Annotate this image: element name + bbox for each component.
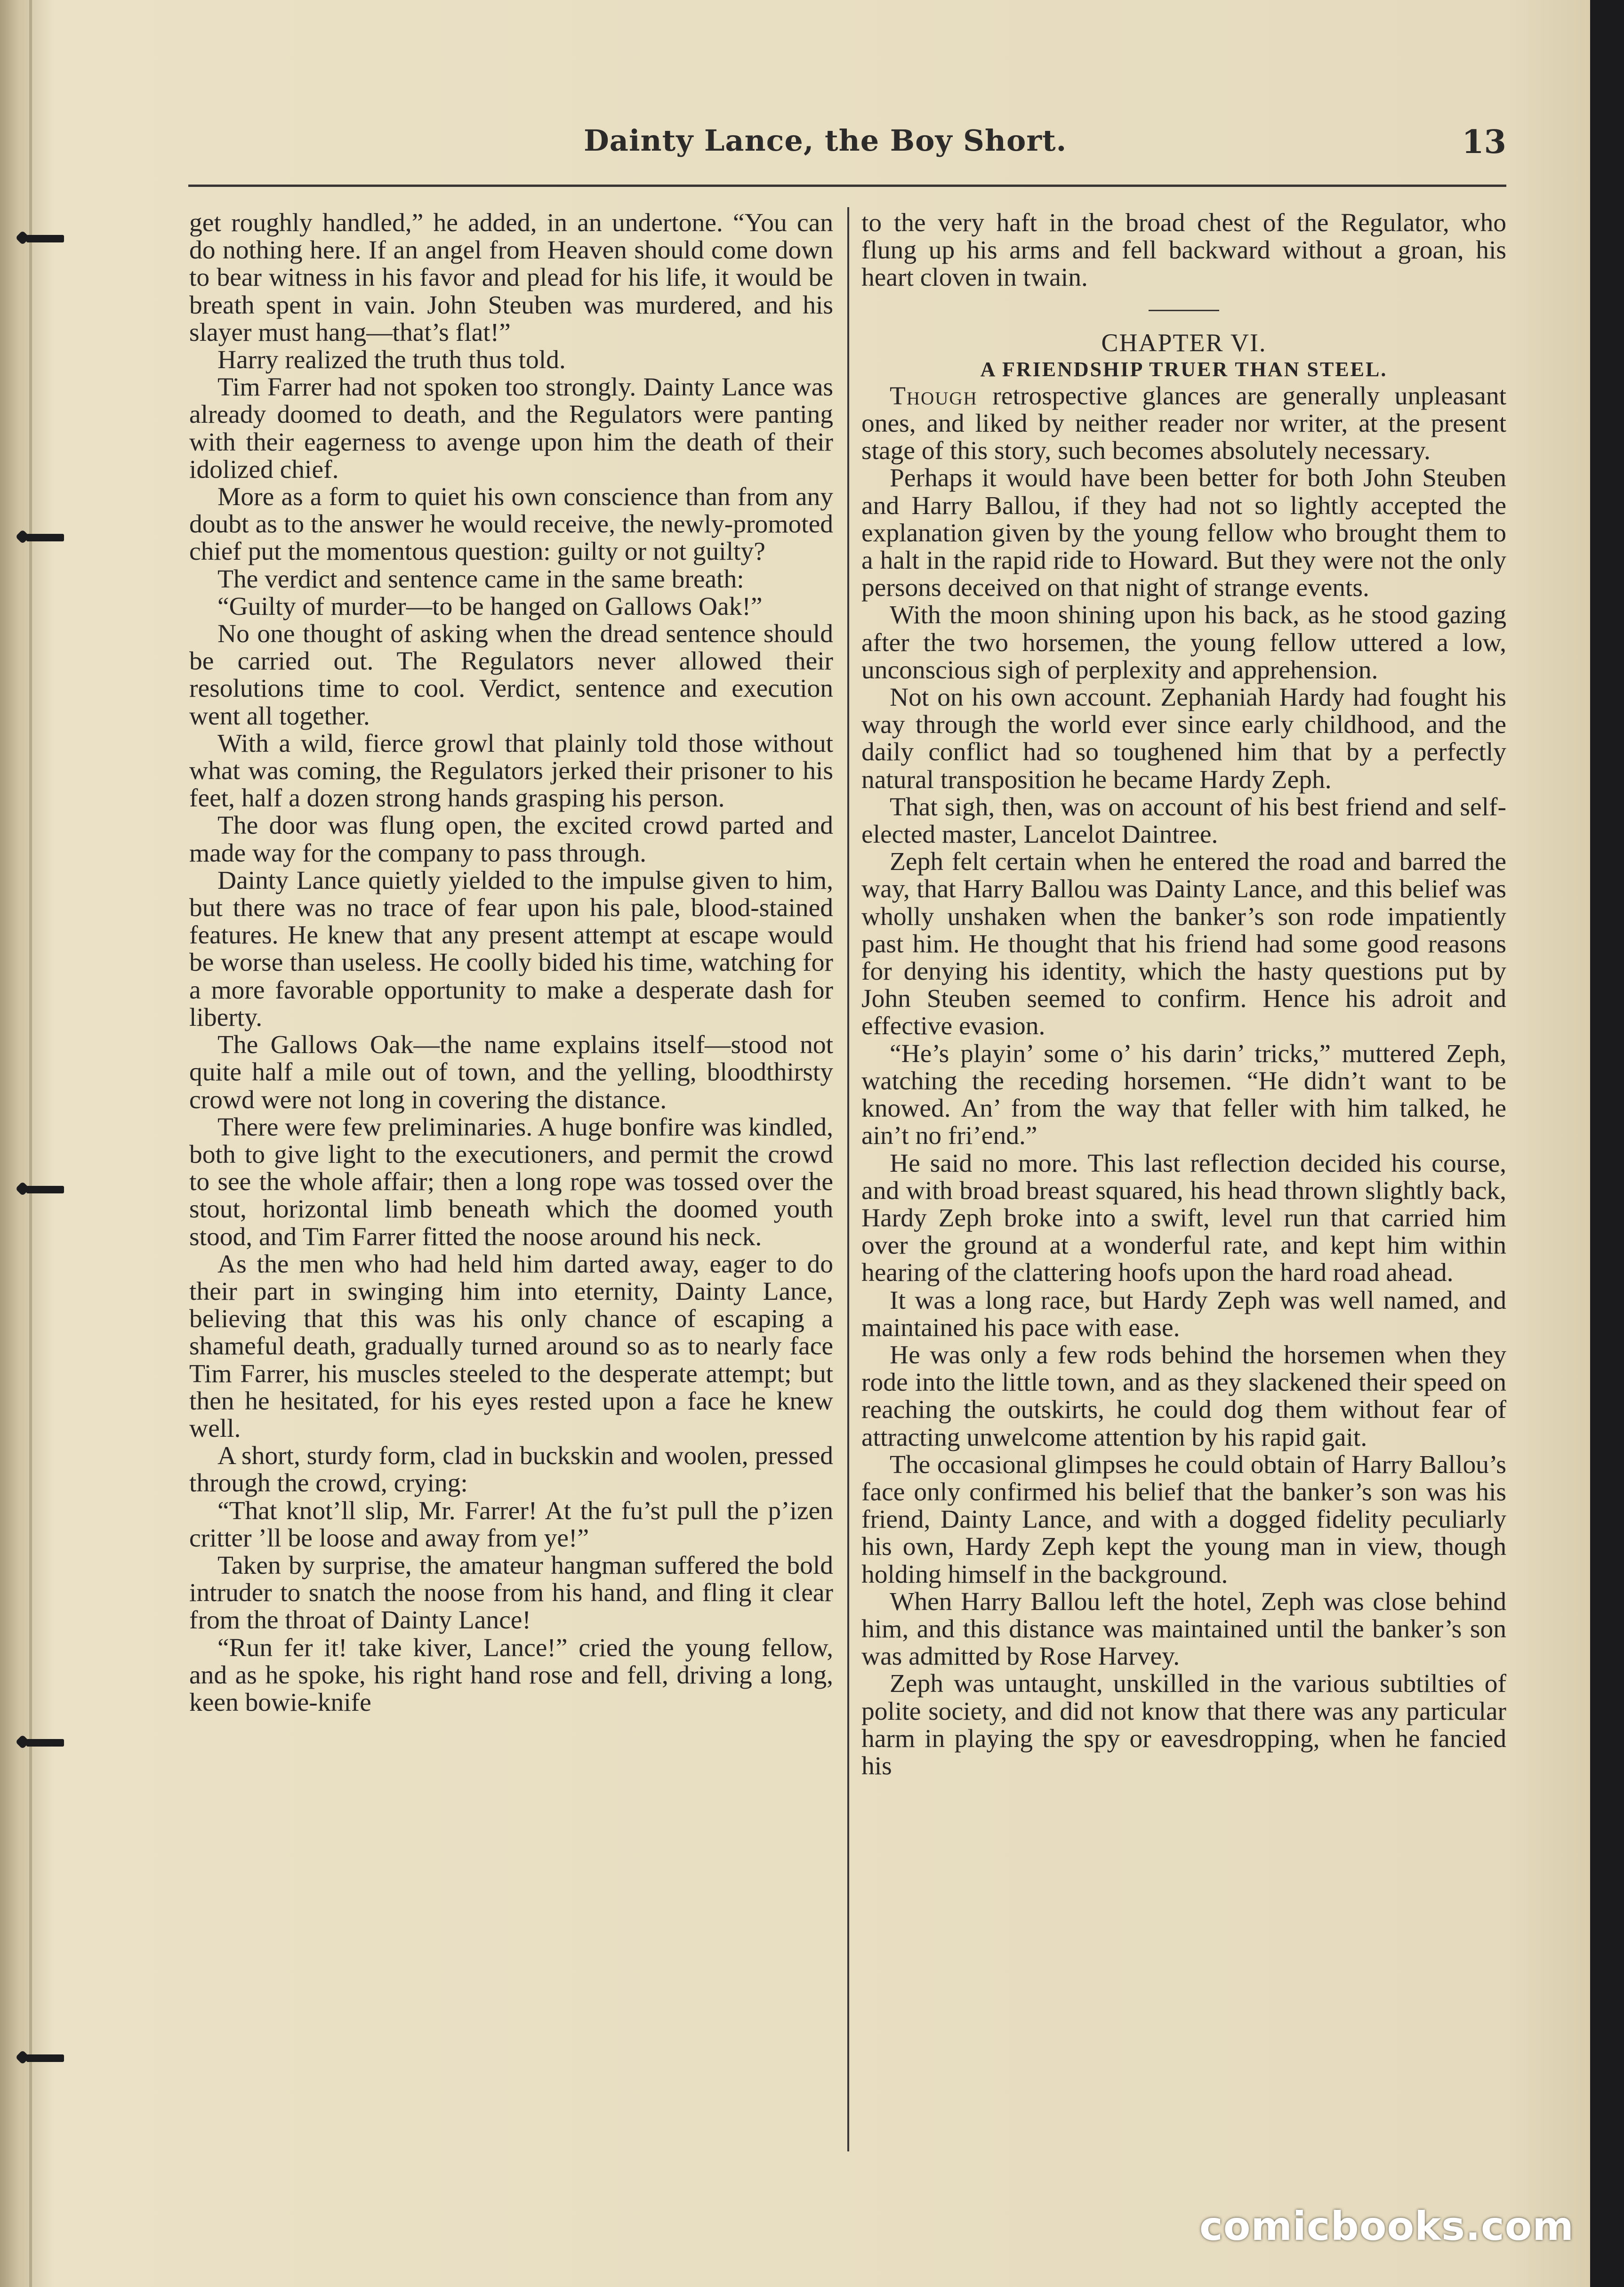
paragraph: The door was flung open, the excited crowd parted and made way for the company to pass through. [189,811,833,868]
paragraph-text: It was a long race, but Hardy Zeph was well named, and maintained his pace with ease. [861,1286,1506,1342]
paragraph-text: Zeph felt certain when he entered the road and barred the way, that Harry Ballou was Dainty Lance, and this belief was wholly unshaken when the banker’s son rode impatiently past him. He thought that his friend had some good reasons for denying his identity, which the hasty questions put by John Steuben seemed to confirm. Hence his adroit and effective evasion. [861,847,1506,1041]
paragraph [861,1040,1506,1150]
paragraph [861,794,1506,848]
paragraph: No one thought of asking when the dread sentence should be carried out. The Regulators never allowed their resolutions time to cool. Verdict, sentence and execution went all together. [189,620,833,731]
paragraph: “Run fer it! take kiver, Lance!” cried the young fellow, and as he spoke, his right hand rose and fell, driving a long, keen bowie-knife [189,1633,833,1717]
chapter-rule [1149,310,1219,311]
paragraph: The verdict and sentence came in the same breath: [217,564,744,594]
continued-paragraph: to the very haft in the broad chest of the Regulator, who flung up his arms and fell backward without a groan, his heart cloven in twain. [861,209,1506,292]
running-title: Dainty Lance, the Boy Short. [584,123,1067,158]
paragraph-text: He was only a few rods behind the horsemen when they rode into the little town, and as they slackened their speed on reaching the outskirts, he could dog them without fear of attracting unwelcome attention by his rapid gait. [861,1340,1506,1452]
paragraph: Tim Farrer had not spoken too strongly. Dainty Lance was already doomed to death, and the Regulators were panting with their eagerness to avenge upon him the death of their idolized chief. [189,373,833,484]
right-text-column [861,209,1506,2158]
paragraph: Harry realized the truth thus told. [217,346,566,375]
chapter-title: A FRIENDSHIP TRUER THAN STEEL. [980,357,1388,381]
paragraph-lead-word: Though [890,381,978,411]
binding-staple-icon [13,2053,65,2065]
paragraph-text: Not on his own account. Zephaniah Hardy had fought his way through the world ever since early childhood, and the daily conflict had so toughened him that by a perfectly natural transposition he became Hardy Zeph. [861,683,1506,794]
paragraph-text: The occasional glimpses he could obtain of Harry Ballou’s face only confirmed his belief that the banker’s son was his friend, Dainty Lance, and with a dogged fidelity peculiarly his own, Hardy Zeph kept the young man in view, though holding himself in the background. [861,1450,1506,1589]
binding-staple-icon [13,1184,65,1196]
page-spine [0,0,52,2287]
running-header [584,123,1506,166]
spine-fold-line [29,0,32,2287]
header-rule [188,185,1506,187]
paragraph [861,848,1506,1040]
paragraph: get roughly handled,” he added, in an undertone. “You can do nothing here. If an angel from Heaven should come down to bear witness in his favor and plead for his life, it would be breath spent in vain. John Steuben was murdered, and his slayer must hang—that’s flat!” [189,209,833,347]
page-number: 13 [1462,123,1506,161]
paragraph: “That knot’ll slip, Mr. Farrer! At the fu’st pull the p’izen critter ’ll be loose and away from ye!” [189,1496,833,1553]
paragraph [861,1287,1506,1342]
paragraph [861,1342,1506,1451]
paragraph: A short, sturdy form, clad in buckskin and woolen, pressed through the crowd, crying: [189,1441,833,1498]
paragraph-text: When Harry Ballou left the hotel, Zeph was close behind him, and this distance was maintained until the banker’s son was admitted by Rose Harvey. [861,1587,1506,1671]
paragraph: The Gallows Oak—the name explains itself—stood not quite half a mile out of town, and the yelling, bloodthirsty crowd were not long in covering the distance. [189,1031,833,1114]
paragraph: There were few preliminaries. A huge bonfire was kindled, both to give light to the executioners, and permit the crowd to see the whole affair; then a long rope was tossed over the stout, horizontal limb beneath which the doomed youth stood, and Tim Farrer fitted the noose around his neck. [189,1112,833,1251]
paragraph: As the men who had held him darted away, eager to do their part in swinging him into eternity, Dainty Lance, believing that this was his only chance of escaping a shameful death, gradually turned around so as to nearly face Tim Farrer, his muscles steeled to the desperate attempt; but then he hesitated, for his eyes rested upon a face he knew well. [189,1249,833,1443]
binding-staple-icon [13,1737,65,1749]
paragraph-text: Zeph was untaught, unskilled in the various subtilties of polite society, and did not know that there was any particular harm in playing the spy or eavesdropping, when he fancied his [861,1669,1506,1780]
paragraph [861,1670,1506,1780]
chapter-heading: CHAPTER VI. [1101,328,1267,357]
watermark: comicbooks.com [1199,2203,1574,2249]
binding-staple-icon [13,233,65,245]
paragraph-text: retrospective glances are generally unpleasant ones, and liked by neither reader nor writer, at the present stage of this story, such becomes absolutely necessary. [861,381,1506,466]
paragraph [861,1451,1506,1588]
paragraph-text: Perhaps it would have been better for both John Steuben and Harry Ballou, if they had not so lightly accepted the explanation given by the young fellow who brought them to a halt in the rapid ride to Howard. But they were not the only persons deceived on that night of strange events. [861,464,1506,603]
paragraph [861,602,1506,684]
paragraph [861,684,1506,794]
left-text-column [189,209,833,2158]
column-divider [847,207,849,2151]
paragraph: Taken by surprise, the amateur hangman suffered the bold intruder to snatch the noose from his hand, and fling it clear from the throat of Dainty Lance! [189,1551,833,1635]
paragraph [861,1150,1506,1287]
binding-staple-icon [13,532,65,544]
paragraph: With a wild, fierce growl that plainly told those without what was coming, the Regulators jerked their prisoner to his feet, half a dozen strong hands grasping his person. [189,729,833,813]
paragraph-text: “He’s playin’ some o’ his darin’ tricks,” muttered Zeph, watching the receding horsemen. “He didn’t want to be knowed. An’ from the way that feller with him talked, he ain’t no fri’end.” [861,1039,1506,1151]
paragraph: More as a form to quiet his own conscience than from any doubt as to the answer he would receive, the newly-promoted chief put the momentous question: guilty or not guilty? [189,483,833,566]
paragraph: Dainty Lance quietly yielded to the impulse given to him, but there was no trace of fear upon his pale, blood-stained features. He knew that any present attempt at escape would be worse than useless. He coolly bided his time, watching for a more favorable opportunity to make a desperate dash for liberty. [189,866,833,1032]
paragraph [861,1588,1506,1671]
paragraph: “Guilty of murder—to be hanged on Gallows Oak!” [217,592,763,621]
paragraph-text: He said no more. This last reflection decided his course, and with broad breast squared, his head thrown slightly back, Hardy Zeph broke into a swift, level run that carried him over the ground at a wonderful rate, and kept him within hearing of the clattering hoofs upon the hard road ahead. [861,1149,1506,1288]
paragraph [861,383,1506,465]
paragraph-text: That sigh, then, was on account of his best friend and self-elected master, Lancelot Daintree. [861,792,1506,849]
right-paragraphs [861,383,1506,1780]
paragraph-text: With the moon shining upon his back, as he stood gazing after the two horsemen, the young fellow uttered a low, unconscious sigh of perplexity and apprehension. [861,601,1506,684]
paragraph [861,465,1506,602]
